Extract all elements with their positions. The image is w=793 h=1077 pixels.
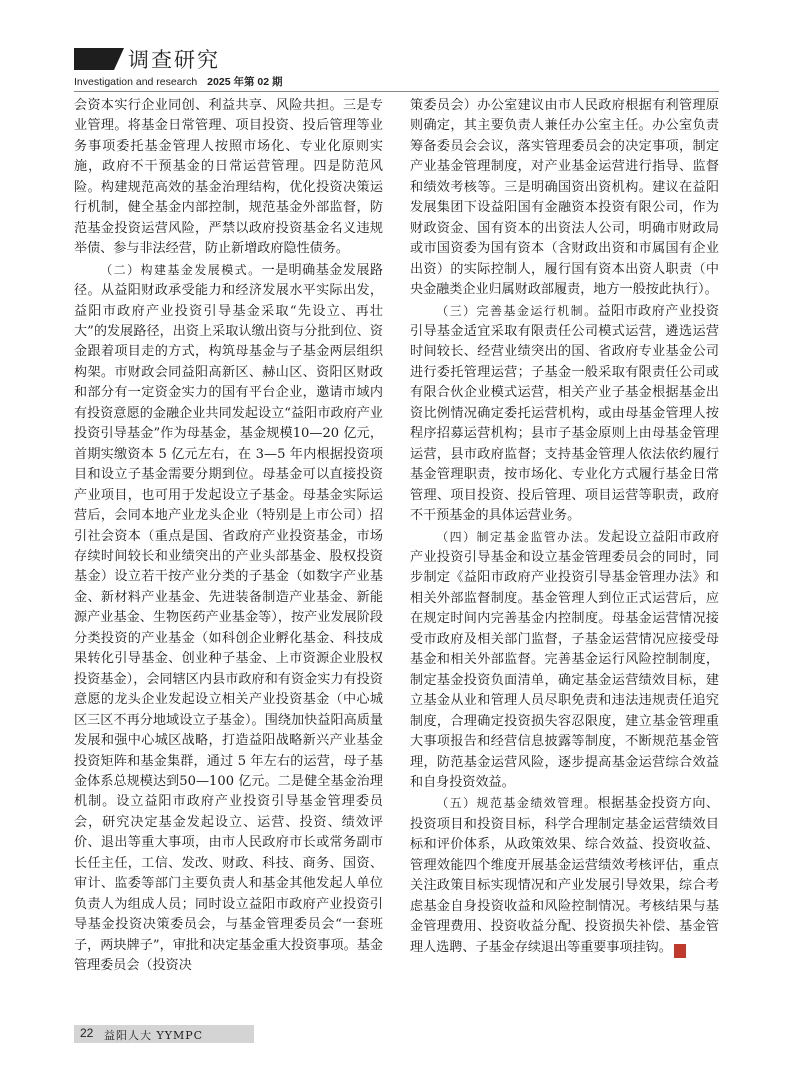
page-header [74,44,719,94]
page-number: 22 [80,1026,94,1040]
english-title: Investigation and research [74,76,198,88]
issue-number: 2025 年第 02 期 [207,76,283,88]
paragraph [410,527,719,794]
paragraph [74,260,383,977]
paragraph-text: 策委员会）办公室建议由市人民政府根据有利管理原则确定，其主要负责人兼任办公室主任。办公室负责筹备委员会会议，落实管理委员会的决定事项，制定产业基金管理制度，对产业基金运营进行指导、监督和绩效考核等。三是明确国资出资机构。建议在益阳发展集团下设益阳国有金融资本投资有限公司，作为财政资金、国有资本的出资法人公司，明确市财政局或市国资委为国有资本（含财政出资和市属国有企业出资）的实际控制人，履行国有资本出资人职责（中央金融类企业归属财政部履责，地方一般按此执行）。 [410,98,719,298]
section-subheading: （五）规范基金绩效管理。 [436,796,598,811]
publication-name: 益阳人大 YYMPC [104,1029,204,1042]
left-column [74,96,383,976]
paragraph [410,96,719,301]
header-rule [74,91,719,92]
paragraph-text: 会资本实行企业同创、利益共享、风险共担。三是专业管理。将基金日常管理、项目投资、投后管理等业务事项委托基金管理人按照市场化、专业化原则实施，政府不干预基金的日常运营管理。四是防范风险。构建规范高效的基金治理结构，优化投资决策运行机制，健全基金内部控制，规范基金外部监督，防范基金投资运营风险，严禁以政府投资基金名义违规举债、参与非法经营，防止新增政府隐性债务。 [74,98,383,257]
paragraph [410,793,719,958]
section-subheading: （三）完善基金运行机制。 [436,303,598,318]
paragraph-text: 一是明确基金发展路径。从益阳财政承受能力和经济发展水平实际出发，益阳市政府产业投资引导基金采取“先设立、再壮大”的发展路径，出资上采取认缴出资与分批到位、资金跟着项目走的方式，构筑母基金与子基金两层组织构架。市财政会同益阳高新区、赫山区、资阳区财政和部分有一定资金实力的国有平台企业，邀请市域内有投资意愿的金融企业共同发起设立“益阳市政府产业投资引导基金”作为母基金，基金规模10—20 亿元，首期实缴资本 5 亿元左右，在 3—5 年内根据投资项目和设立子基金需要分期到位。母基金可以直接投资产业项目，也可用于发起设立子基金。母基金实际运营后，会同本地产业龙头企业（特别是上市公司）招引社会资本（重点是国、省政府产业投资基金，市场存续时间较长和业绩突出的产业头部基金、股权投资基金）设立若干按产业分类的子基金（如数字产业基金、新材料产业基金、先进装备制造产业基金、新能源产业基金、生物医药产业基金等），按产业发展阶段分类投资的产业基金（如科创企业孵化基金、科技成果转化引导基金、创业种子基金、上市资源企业股权投资基金），会同辖区内县市政府和有资金实力有投资意愿的龙头企业发起设立相关产业投资基金（中心城区三区不再分地域设立子基金）。围绕加快益阳高质量发展和强中心城区战略，打造益阳战略新兴产业基金投资矩阵和基金集群，通过 5 年左右的运营，母子基金体系总规模达到50—100 亿元。二是健全基金治理机制。设立益阳市政府产业投资引导基金管理委员会，研究决定基金发起设立、运营、投资、绩效评价、退出等重大事项，由市人民政府市长或常务副市长任主任，工信、发改、财政、科技、商务、国资、审计、监委等部门主要负责人和基金其他发起人单位负责人为组成人员；同时设立益阳市政府产业投资引导基金投资决策委员会，与基金管理委员会“一套班子，两块牌子”，审批和决定基金重大投资事项。基金管理委员会（投资决 [74,262,383,974]
article-end-mark: 乏 [674,944,686,958]
header-decor-bar [74,48,114,70]
section-subheading: （四）制定基金监管办法。 [436,529,598,544]
paragraph [410,301,719,527]
column-title: 调查研究 [128,48,220,72]
right-column [410,96,719,958]
page-footer [74,1025,334,1043]
paragraph [74,96,383,260]
paragraph-text: 根据基金投资方向、投资项目和投资目标，科学合理制定基金运营绩效目标和评价体系，从政策效果、综合效益、投资收益、管理效能四个维度开展基金运营绩效考核评估，重点关注政策目标实现情况和产业发展引导效果，综合考虑基金自身投资收益和风险控制情况。考核结果与基金管理费用、投资收益分配、投资损失补偿、基金管理人选聘、子基金存续退出等重要事项挂钩。 [410,796,719,955]
header-subline [74,74,282,89]
paragraph-text: 益阳市政府产业投资引导基金适宜采取有限责任公司模式运营，遴选运营时间较长、经营业绩突出的国、省政府专业基金公司进行委托管理运营；子基金一般采取有限责任公司或有限合伙企业模式运营，相关产业子基金根据基金出资比例情况确定委托运营机构，或由母基金管理人按程序招募运营机构；县市子基金原则上由母基金管理运营，县市政府监督；支持基金管理人依法依约履行基金管理职责，按市场化、专业化方式履行基金日常管理、项目投资、投后管理、项目运营等职责，政府不干预基金的具体运营业务。 [410,303,719,524]
section-subheading: （二）构建基金发展模式。 [100,262,262,277]
paragraph-text: 发起设立益阳市政府产业投资引导基金和设立基金管理委员会的同时，同步制定《益阳市政府产业投资引导基金管理办法》和相关外部监督制度。基金管理人到位正式运营后，应在规定时间内完善基金内控制度。母基金运营情况接受市政府及相关部门监督，子基金运营情况应接受母基金和相关外部监督。完善基金运行风险控制制度，制定基金投资负面清单，确定基金运营绩效目标，建立基金从业和管理人员尽职免责和违法违规责任追究制度，合理确定投资损失容忍限度，建立基金管理重大事项报告和经营信息披露等制度，不断规范基金管理，防范基金运营风险，逐步提高基金运营综合效益和自身投资效益。 [410,529,719,790]
